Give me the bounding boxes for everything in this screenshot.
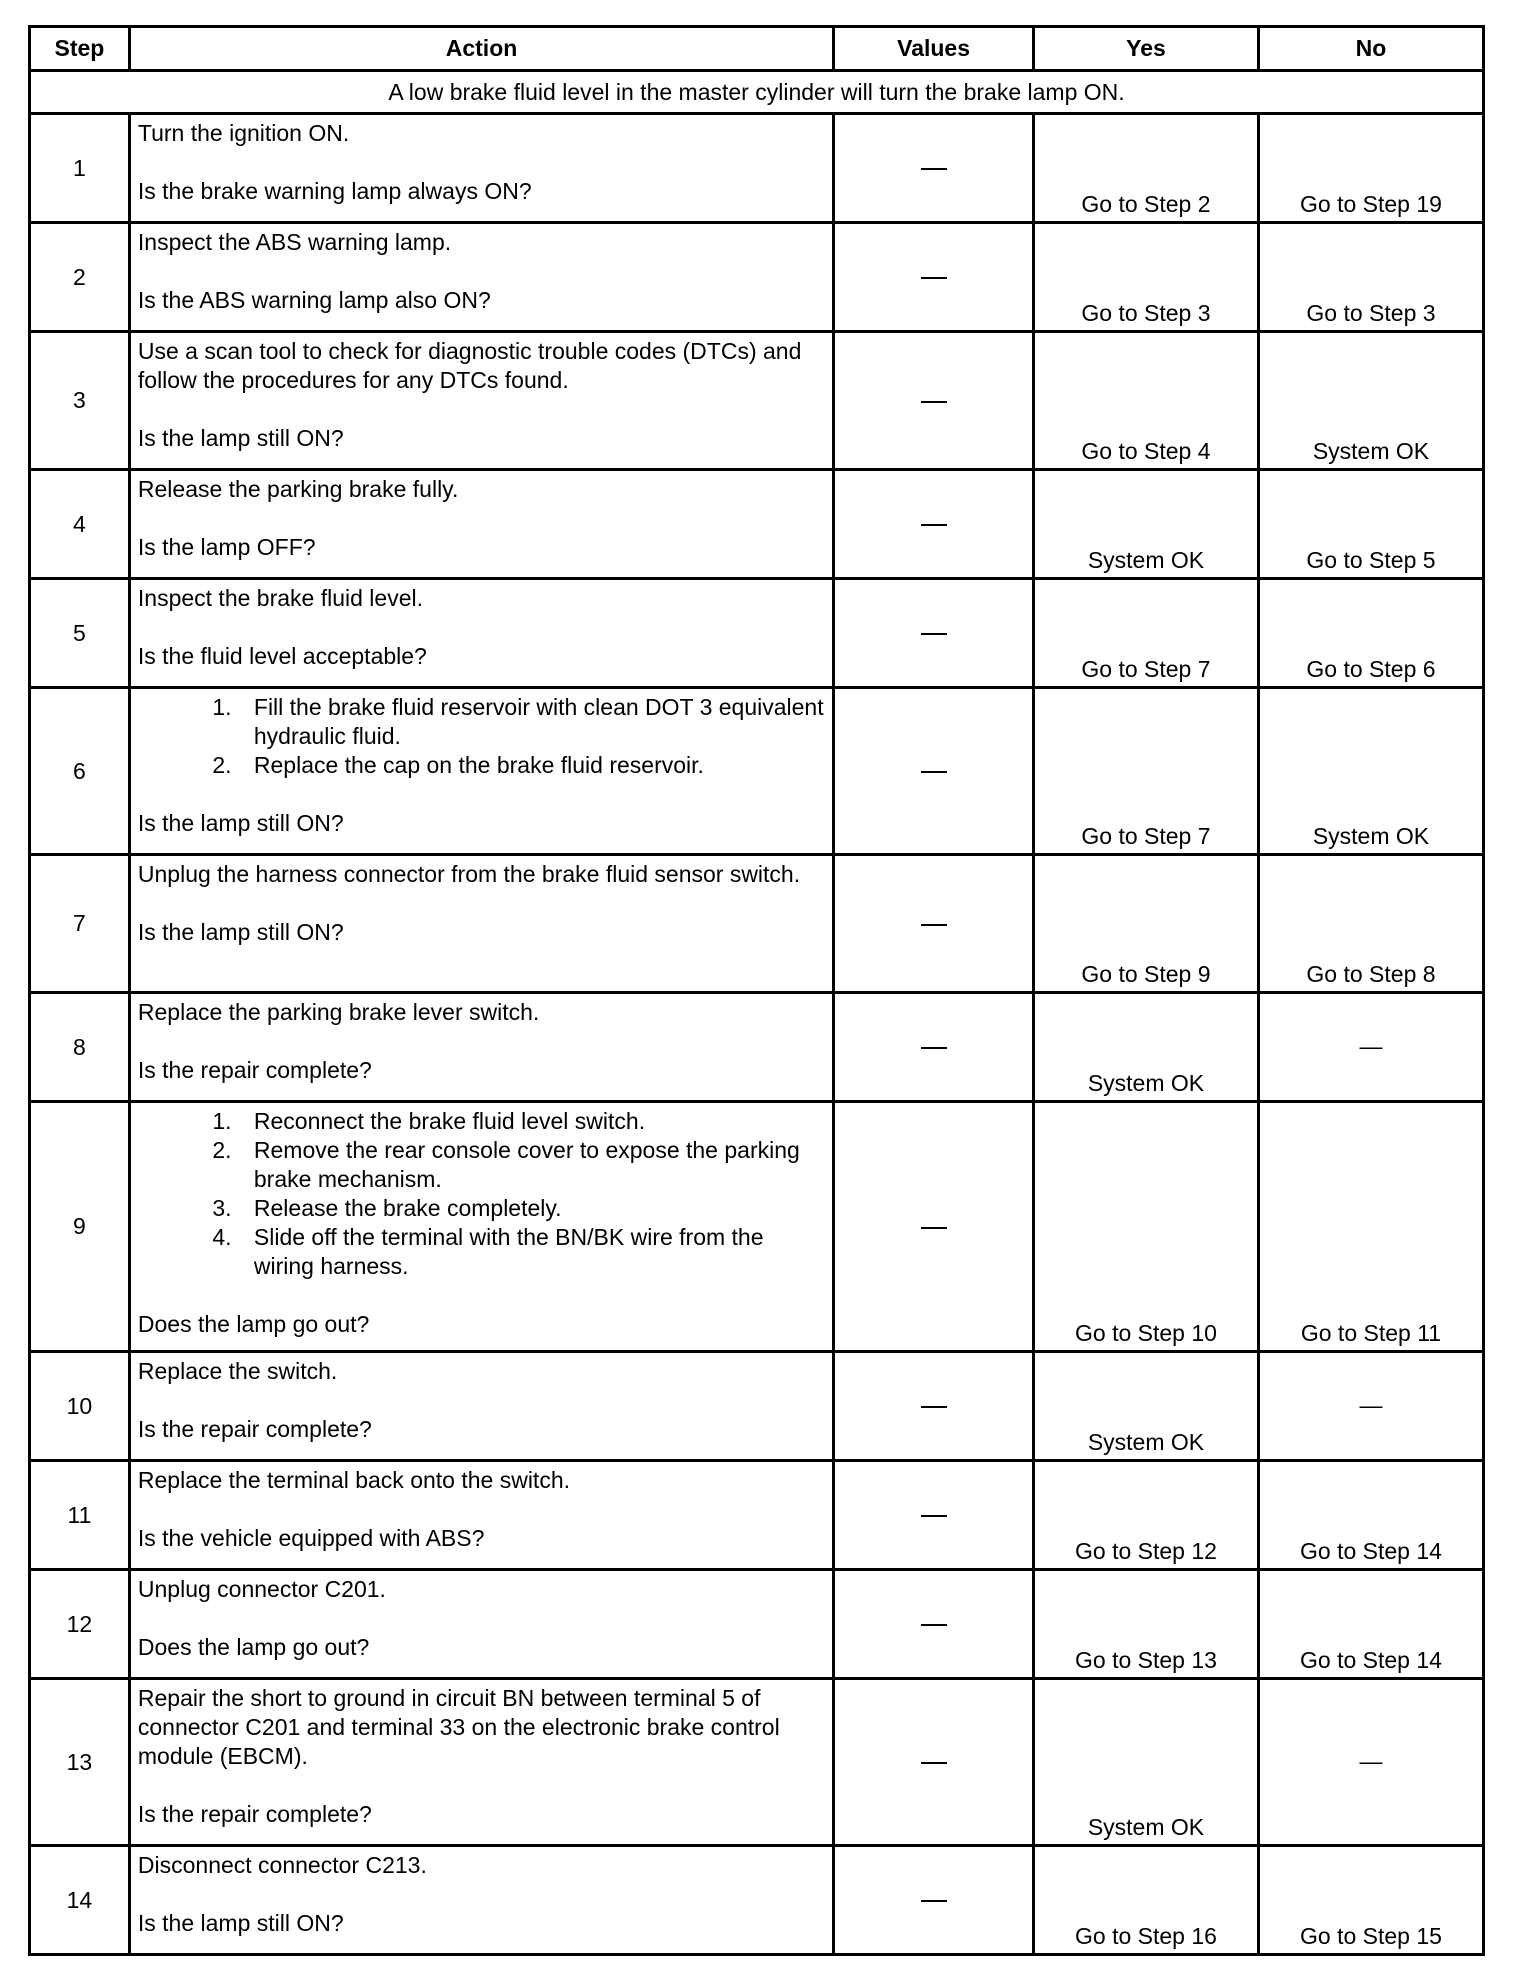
diagnostic-table <box>28 25 1485 1956</box>
action-cell <box>129 993 833 1102</box>
action-instruction: Unplug connector C201. <box>137 1576 386 1602</box>
action-question: Is the lamp still ON? <box>137 810 344 836</box>
action-step-item: 3. Release the brake completely. <box>238 1194 826 1223</box>
dash-mark <box>921 771 947 773</box>
yes-result: System OK <box>1033 1679 1258 1846</box>
action-instruction: Disconnect connector C213. <box>137 1852 427 1878</box>
dash-mark <box>921 1762 947 1764</box>
step-number: 13 <box>30 1679 130 1846</box>
no-result: Go to Step 5 <box>1258 470 1483 579</box>
step-number: 8 <box>30 993 130 1102</box>
action-cell <box>129 688 833 855</box>
action-cell <box>129 1570 833 1679</box>
action-cell <box>129 332 833 470</box>
header-step: Step <box>30 27 130 71</box>
action-cell <box>129 1102 833 1352</box>
step-number: 6 <box>30 688 130 855</box>
table-row <box>30 1352 1484 1461</box>
table-row <box>30 332 1484 470</box>
action-cell <box>129 1846 833 1955</box>
action-step-item: 1. Reconnect the brake fluid level switch. <box>238 1107 826 1136</box>
action-question: Is the lamp still ON? <box>137 425 344 451</box>
action-step-item: 2. Replace the cap on the brake fluid reservoir. <box>238 751 826 780</box>
action-instruction: Use a scan tool to check for diagnostic trouble codes (DTCs) and follow the procedures for any DTCs found. <box>137 338 802 393</box>
table-row <box>30 470 1484 579</box>
no-result: Go to Step 19 <box>1258 114 1483 223</box>
action-question: Is the repair complete? <box>137 1801 372 1827</box>
values-cell <box>834 114 1034 223</box>
no-result: — <box>1258 1352 1483 1461</box>
step-number: 1 <box>30 114 130 223</box>
no-result: Go to Step 8 <box>1258 855 1483 993</box>
no-result: — <box>1258 993 1483 1102</box>
step-number: 4 <box>30 470 130 579</box>
yes-result: System OK <box>1033 1352 1258 1461</box>
dash-mark <box>921 1900 947 1902</box>
no-result: Go to Step 14 <box>1258 1570 1483 1679</box>
action-cell <box>129 114 833 223</box>
table-row <box>30 1570 1484 1679</box>
action-cell <box>129 855 833 993</box>
no-result: System OK <box>1258 688 1483 855</box>
yes-result: Go to Step 4 <box>1033 332 1258 470</box>
yes-result: Go to Step 10 <box>1033 1102 1258 1352</box>
yes-result: Go to Step 16 <box>1033 1846 1258 1955</box>
action-question: Does the lamp go out? <box>137 1311 370 1337</box>
yes-result: Go to Step 12 <box>1033 1461 1258 1570</box>
action-step-item: 4. Slide off the terminal with the BN/BK wire from the wiring harness. <box>238 1223 826 1281</box>
action-cell <box>129 470 833 579</box>
action-step-item: 1. Fill the brake fluid reservoir with clean DOT 3 equivalent hydraulic fluid. <box>238 693 826 751</box>
no-result: Go to Step 15 <box>1258 1846 1483 1955</box>
action-question: Is the repair complete? <box>137 1416 372 1442</box>
values-cell <box>834 223 1034 332</box>
step-number: 3 <box>30 332 130 470</box>
action-question: Is the lamp still ON? <box>137 919 344 945</box>
header-no: No <box>1258 27 1483 71</box>
table-row <box>30 114 1484 223</box>
table-row <box>30 579 1484 688</box>
values-cell <box>834 579 1034 688</box>
dash-mark <box>921 1047 947 1049</box>
no-result: Go to Step 11 <box>1258 1102 1483 1352</box>
dash-mark <box>921 1515 947 1517</box>
step-number: 12 <box>30 1570 130 1679</box>
dash-mark <box>921 277 947 279</box>
header-action: Action <box>129 27 833 71</box>
yes-result: Go to Step 9 <box>1033 855 1258 993</box>
action-instruction: Repair the short to ground in circuit BN between terminal 5 of connector C201 and terminal 33 on the electronic brake control module (EBCM). <box>137 1685 780 1769</box>
values-cell <box>834 1570 1034 1679</box>
values-cell <box>834 1846 1034 1955</box>
step-number: 5 <box>30 579 130 688</box>
no-result: System OK <box>1258 332 1483 470</box>
dash-mark <box>921 1227 947 1229</box>
action-instruction: Inspect the brake fluid level. <box>137 585 423 611</box>
action-instruction: Replace the terminal back onto the switch. <box>137 1467 571 1493</box>
table-row <box>30 1102 1484 1352</box>
table-row <box>30 855 1484 993</box>
action-instruction: Replace the switch. <box>137 1358 338 1384</box>
values-cell <box>834 688 1034 855</box>
values-cell <box>834 1352 1034 1461</box>
yes-result: System OK <box>1033 993 1258 1102</box>
note-row <box>30 71 1484 114</box>
dash-mark <box>921 401 947 403</box>
dash-mark <box>921 524 947 526</box>
action-steps-list <box>138 1107 826 1281</box>
action-cell <box>129 1461 833 1570</box>
dash-mark <box>921 633 947 635</box>
yes-result: Go to Step 7 <box>1033 579 1258 688</box>
yes-result: Go to Step 7 <box>1033 688 1258 855</box>
yes-result: System OK <box>1033 470 1258 579</box>
values-cell <box>834 1102 1034 1352</box>
yes-result: Go to Step 3 <box>1033 223 1258 332</box>
table-row <box>30 993 1484 1102</box>
action-cell <box>129 1352 833 1461</box>
step-number: 9 <box>30 1102 130 1352</box>
action-question: Is the lamp still ON? <box>137 1910 344 1936</box>
dash-mark <box>921 1406 947 1408</box>
action-cell <box>129 579 833 688</box>
dash-mark <box>921 1624 947 1626</box>
action-question: Is the brake warning lamp always ON? <box>137 178 532 204</box>
step-number: 14 <box>30 1846 130 1955</box>
action-question: Is the fluid level acceptable? <box>137 643 427 669</box>
values-cell <box>834 470 1034 579</box>
step-number: 10 <box>30 1352 130 1461</box>
step-number: 2 <box>30 223 130 332</box>
values-cell <box>834 1679 1034 1846</box>
header-values: Values <box>834 27 1034 71</box>
no-result: Go to Step 3 <box>1258 223 1483 332</box>
action-cell <box>129 223 833 332</box>
action-instruction: Replace the parking brake lever switch. <box>137 999 540 1025</box>
table-row <box>30 223 1484 332</box>
header-row <box>30 27 1484 71</box>
action-question: Is the vehicle equipped with ABS? <box>137 1525 485 1551</box>
yes-result: Go to Step 2 <box>1033 114 1258 223</box>
values-cell <box>834 1461 1034 1570</box>
action-instruction: Unplug the harness connector from the brake fluid sensor switch. <box>137 861 801 887</box>
action-instruction: Release the parking brake fully. <box>137 476 459 502</box>
no-result: Go to Step 14 <box>1258 1461 1483 1570</box>
values-cell <box>834 855 1034 993</box>
action-steps-list <box>138 693 826 780</box>
values-cell <box>834 332 1034 470</box>
table-row <box>30 1679 1484 1846</box>
action-step-item: 2. Remove the rear console cover to expose the parking brake mechanism. <box>238 1136 826 1194</box>
table-row <box>30 1846 1484 1955</box>
step-number: 11 <box>30 1461 130 1570</box>
dash-mark <box>921 168 947 170</box>
step-number: 7 <box>30 855 130 993</box>
action-cell <box>129 1679 833 1846</box>
table-body <box>30 114 1484 1955</box>
dash-mark <box>921 924 947 926</box>
action-question: Is the ABS warning lamp also ON? <box>137 287 491 313</box>
action-question: Is the lamp OFF? <box>137 534 316 560</box>
no-result: Go to Step 6 <box>1258 579 1483 688</box>
action-question: Is the repair complete? <box>137 1057 372 1083</box>
table-row <box>30 688 1484 855</box>
yes-result: Go to Step 13 <box>1033 1570 1258 1679</box>
values-cell <box>834 993 1034 1102</box>
header-yes: Yes <box>1033 27 1258 71</box>
no-result: — <box>1258 1679 1483 1846</box>
action-instruction: Inspect the ABS warning lamp. <box>137 229 452 255</box>
table-row <box>30 1461 1484 1570</box>
action-question: Does the lamp go out? <box>137 1634 370 1660</box>
table-note: A low brake fluid level in the master cylinder will turn the brake lamp ON. <box>30 71 1484 114</box>
action-instruction: Turn the ignition ON. <box>137 120 350 146</box>
